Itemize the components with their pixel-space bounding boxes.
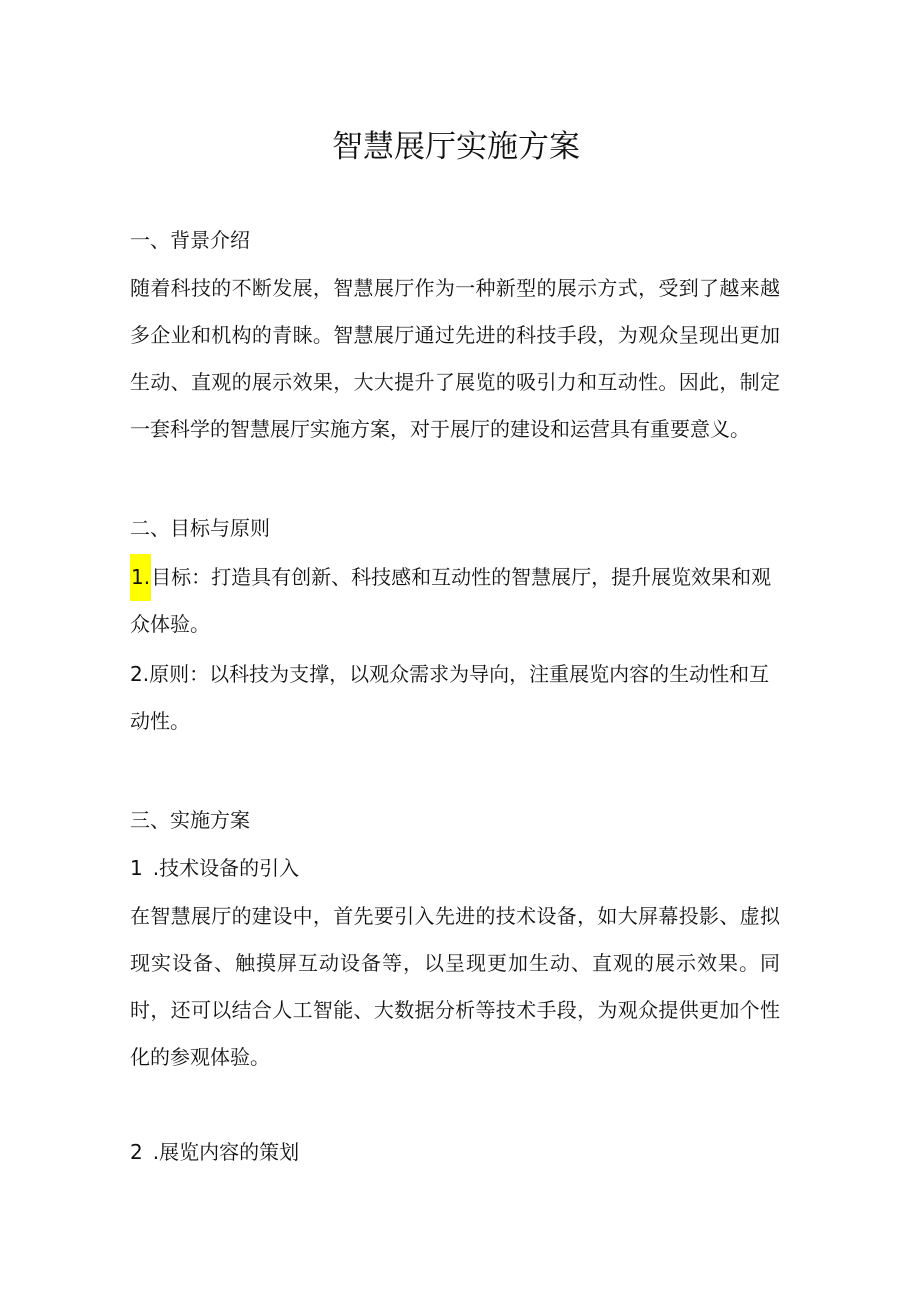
section-heading-background: 一、背景介绍	[130, 228, 250, 252]
document-title: 智慧展厅实施方案	[332, 129, 580, 165]
tech-paragraph: 在智慧展厅的建设中，首先要引入先进的技术设备，如大屏幕投影、虚拟现实设备、触摸屏互动设备等，以呈现更加生动、直观的展示效果。同时，还可以结合人工智能、大数据分析等技术手段，为观众提供更加个性化的参观体验。	[130, 904, 780, 1069]
subsection-title-content	[130, 1137, 780, 1167]
goal-item	[130, 554, 780, 648]
subsection-number: 1	[130, 856, 143, 880]
section-heading-goals: 二、目标与原则	[130, 516, 270, 540]
subsection-title-text: .技术设备的引入	[152, 856, 300, 880]
subsection-number: 2	[130, 1140, 143, 1164]
goal-item-text: 目标：打造具有创新、科技感和互动性的智慧展厅，提升展览效果和观众体验。	[130, 565, 772, 636]
subsection-title-tech	[130, 853, 780, 883]
subsection-title-text: .展览内容的策划	[152, 1140, 300, 1164]
background-paragraph: 随着科技的不断发展，智慧展厅作为一种新型的展示方式，受到了越来越多企业和机构的青睐。智慧展厅通过先进的科技手段，为观众呈现出更加生动、直观的展示效果，大大提升了展览的吸引力和互动性。因此，制定一套科学的智慧展厅实施方案，对于展厅的建设和运营具有重要意义。	[130, 276, 780, 441]
section-heading-plan: 三、实施方案	[130, 808, 250, 832]
principle-item: 2.原则：以科技为支撑，以观众需求为导向，注重展览内容的生动性和互动性。	[130, 662, 770, 733]
highlighted-number: 1.	[130, 554, 151, 601]
